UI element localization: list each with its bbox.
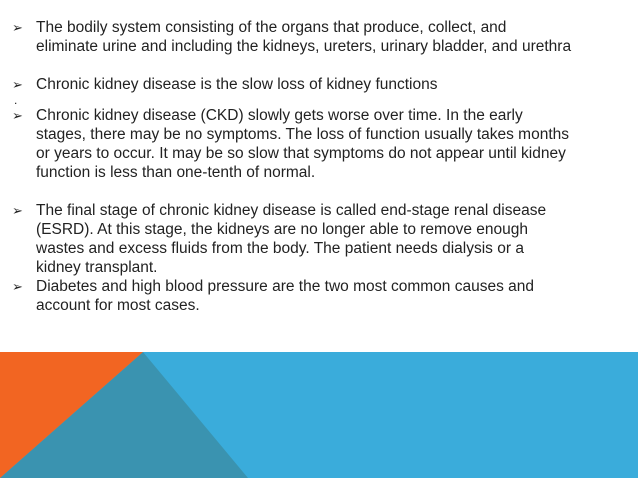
bullet-text: The bodily system consisting of the organs that produce, collect, and eliminate urine and including the kidneys, ureters, urinary bladder, and urethra (36, 19, 572, 55)
slide-body (12, 18, 572, 315)
bullet-text: Chronic kidney disease (CKD) slowly gets worse over time. In the early stages, there may be no symptoms. The loss of function usually takes months or years to occur. It may be so slow that symptoms do not appear until kidney function is less than one-tenth of normal. (36, 107, 570, 181)
arrow-bullet-icon: ➢ (12, 108, 23, 123)
stray-mark: . (14, 93, 18, 107)
bullet-item (12, 75, 572, 94)
arrow-bullet-icon: ➢ (12, 203, 23, 218)
bullet-item (12, 201, 572, 277)
bullet-item (12, 18, 572, 56)
arrow-bullet-icon: ➢ (12, 279, 23, 294)
arrow-bullet-icon: ➢ (12, 77, 23, 92)
bullet-text: Diabetes and high blood pressure are the two most common causes and account for most cases. (36, 278, 535, 314)
bullet-text: Chronic kidney disease is the slow loss of kidney functions (36, 76, 438, 93)
bullet-text: The final stage of chronic kidney disease is called end-stage renal disease (ESRD). At this stage, the kidneys are no longer able to remove enough wastes and excess fluids from the body. The patient needs dialysis or a kidney transplant. (36, 202, 547, 276)
bullet-item (12, 106, 572, 182)
arrow-bullet-icon: ➢ (12, 20, 23, 35)
bullet-item (12, 277, 572, 315)
